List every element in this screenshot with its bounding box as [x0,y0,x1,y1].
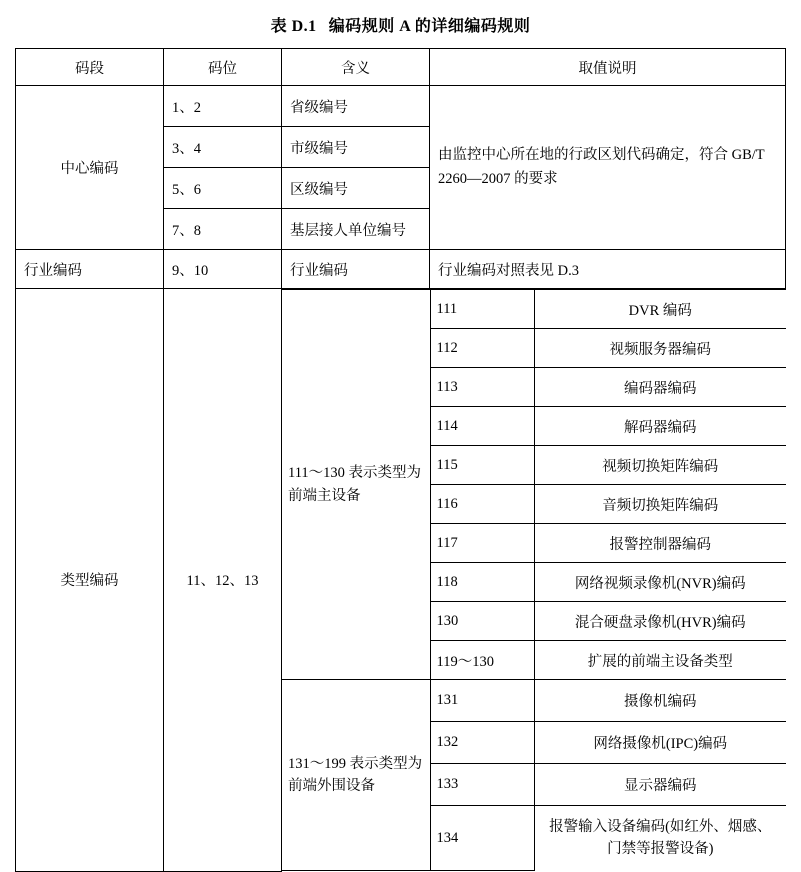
table-header-row [16,49,786,86]
description-center-code: 由监控中心所在地的行政区划代码确定，符合 GB/T 2260—2007 的要求 [430,86,786,250]
bits-5-6: 5、6 [164,168,282,209]
meaning-province: 省级编号 [282,86,430,127]
meaning-industry: 行业编码 [282,250,430,289]
table-row [16,289,786,872]
desc-114: 解码器编码 [534,407,786,446]
desc-111: DVR 编码 [534,290,786,329]
code-117: 117 [430,524,534,563]
table-row [282,680,786,722]
bits-11-12-13: 11、12、13 [164,289,282,872]
code-115: 115 [430,446,534,485]
code-131: 131 [430,680,534,722]
column-header-description: 取值说明 [430,49,786,86]
bits-9-10: 9、10 [164,250,282,289]
table-caption-number: 表 D.1 [270,18,317,35]
table-caption [0,13,801,36]
desc-134: 报警输入设备编码(如红外、烟感、门禁等报警设备) [534,806,786,871]
bits-7-8: 7、8 [164,209,282,250]
code-130: 130 [430,602,534,641]
code-132: 132 [430,722,534,764]
desc-132: 网络摄像机(IPC)编码 [534,722,786,764]
desc-115: 视频切换矩阵编码 [534,446,786,485]
column-header-bits: 码位 [164,49,282,86]
code-116: 116 [430,485,534,524]
code-111: 111 [430,290,534,329]
type-code-nested-table [282,289,786,871]
table-row [16,250,786,289]
meaning-base-unit: 基层接人单位编号 [282,209,430,250]
code-112: 112 [430,329,534,368]
meaning-front-peripheral-device: 131～199 表示类型为前端外围设备 [282,680,430,871]
meaning-city: 市级编号 [282,127,430,168]
meaning-front-main-device: 111～130 表示类型为前端主设备 [282,290,430,680]
type-code-detail-block [282,289,786,872]
code-133: 133 [430,764,534,806]
description-industry-code: 行业编码对照表见 D.3 [430,250,786,289]
table-row [16,86,786,127]
table-caption-title: 编码规则 A 的详细编码规则 [328,18,531,35]
desc-131: 摄像机编码 [534,680,786,722]
segment-type-code: 类型编码 [16,289,164,872]
desc-133: 显示器编码 [534,764,786,806]
bits-3-4: 3、4 [164,127,282,168]
code-113: 113 [430,368,534,407]
segment-industry-code: 行业编码 [16,250,164,289]
desc-116: 音频切换矩阵编码 [534,485,786,524]
table-row [282,290,786,329]
segment-center-code: 中心编码 [16,86,164,250]
code-119-130: 119～130 [430,641,534,680]
document-page [0,13,801,858]
column-header-meaning: 含义 [282,49,430,86]
bits-1-2: 1、2 [164,86,282,127]
desc-130: 混合硬盘录像机(HVR)编码 [534,602,786,641]
desc-118: 网络视频录像机(NVR)编码 [534,563,786,602]
desc-112: 视频服务器编码 [534,329,786,368]
encoding-rules-table [15,48,786,872]
desc-117: 报警控制器编码 [534,524,786,563]
code-118: 118 [430,563,534,602]
desc-113: 编码器编码 [534,368,786,407]
code-134: 134 [430,806,534,871]
column-header-segment: 码段 [16,49,164,86]
meaning-district: 区级编号 [282,168,430,209]
desc-119-130: 扩展的前端主设备类型 [534,641,786,680]
code-114: 114 [430,407,534,446]
